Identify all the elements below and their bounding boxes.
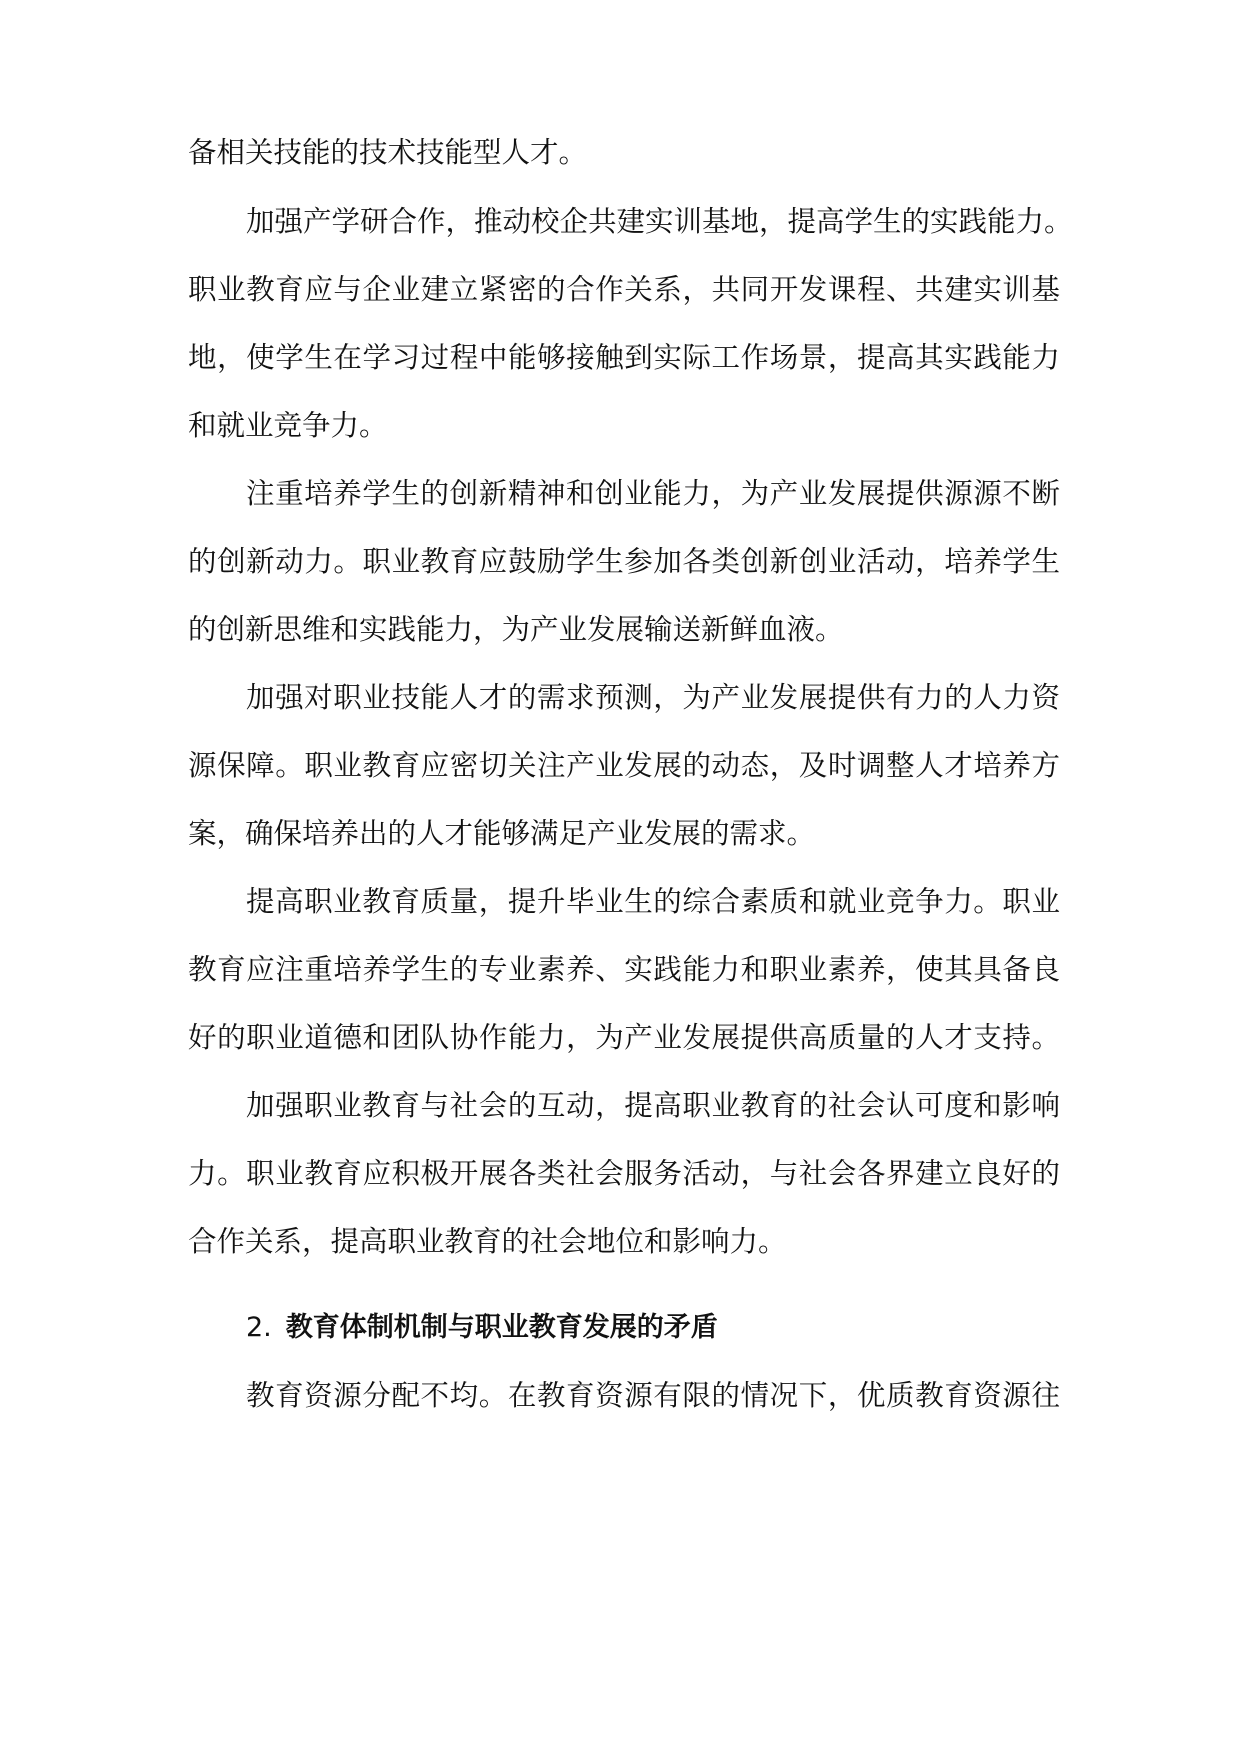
paragraph-line: 案，确保培养出的人才能够满足产业发展的需求。 — [188, 817, 816, 850]
paragraph-line: 力。职业教育应积极开展各类社会服务活动，与社会各界建立良好的 — [188, 1157, 1060, 1190]
paragraph-line: 源保障。职业教育应密切关注产业发展的动态，及时调整人才培养方 — [188, 749, 1060, 782]
paragraph-line: 合作关系，提高职业教育的社会地位和影响力。 — [188, 1225, 787, 1258]
paragraph-line: 注重培养学生的创新精神和创业能力，为产业发展提供源源不断 — [246, 477, 1060, 510]
paragraph-line: 的创新思维和实践能力，为产业发展输送新鲜血液。 — [188, 613, 844, 646]
paragraph-line: 好的职业道德和团队协作能力，为产业发展提供高质量的人才支持。 — [188, 1021, 1060, 1054]
paragraph-line: 加强职业教育与社会的互动，提高职业教育的社会认可度和影响 — [246, 1089, 1060, 1122]
paragraph-line: 职业教育应与企业建立紧密的合作关系，共同开发课程、共建实训基 — [188, 273, 1060, 306]
paragraph-line: 提高职业教育质量，提升毕业生的综合素质和就业竞争力。职业 — [246, 885, 1060, 918]
section-number: 2. — [246, 1312, 272, 1343]
paragraph-line: 教育应注重培养学生的专业素养、实践能力和职业素养，使其具备良 — [188, 953, 1060, 986]
paragraph-line: 加强产学研合作，推动校企共建实训基地，提高学生的实践能力。 — [246, 205, 1073, 238]
paragraph-line: 地，使学生在学习过程中能够接触到实际工作场景，提高其实践能力 — [188, 341, 1060, 374]
section-title: 教育体制机制与职业教育发展的矛盾 — [285, 1312, 718, 1343]
paragraph-line: 加强对职业技能人才的需求预测，为产业发展提供有力的人力资 — [246, 681, 1060, 714]
paragraph-line: 的创新动力。职业教育应鼓励学生参加各类创新创业活动，培养学生 — [188, 545, 1060, 578]
section-heading — [246, 1308, 718, 1348]
paragraph-line: 教育资源分配不均。在教育资源有限的情况下，优质教育资源往 — [246, 1379, 1060, 1412]
paragraph-line: 备相关技能的技术技能型人才。 — [188, 136, 588, 169]
paragraph-line: 和就业竞争力。 — [188, 409, 388, 442]
